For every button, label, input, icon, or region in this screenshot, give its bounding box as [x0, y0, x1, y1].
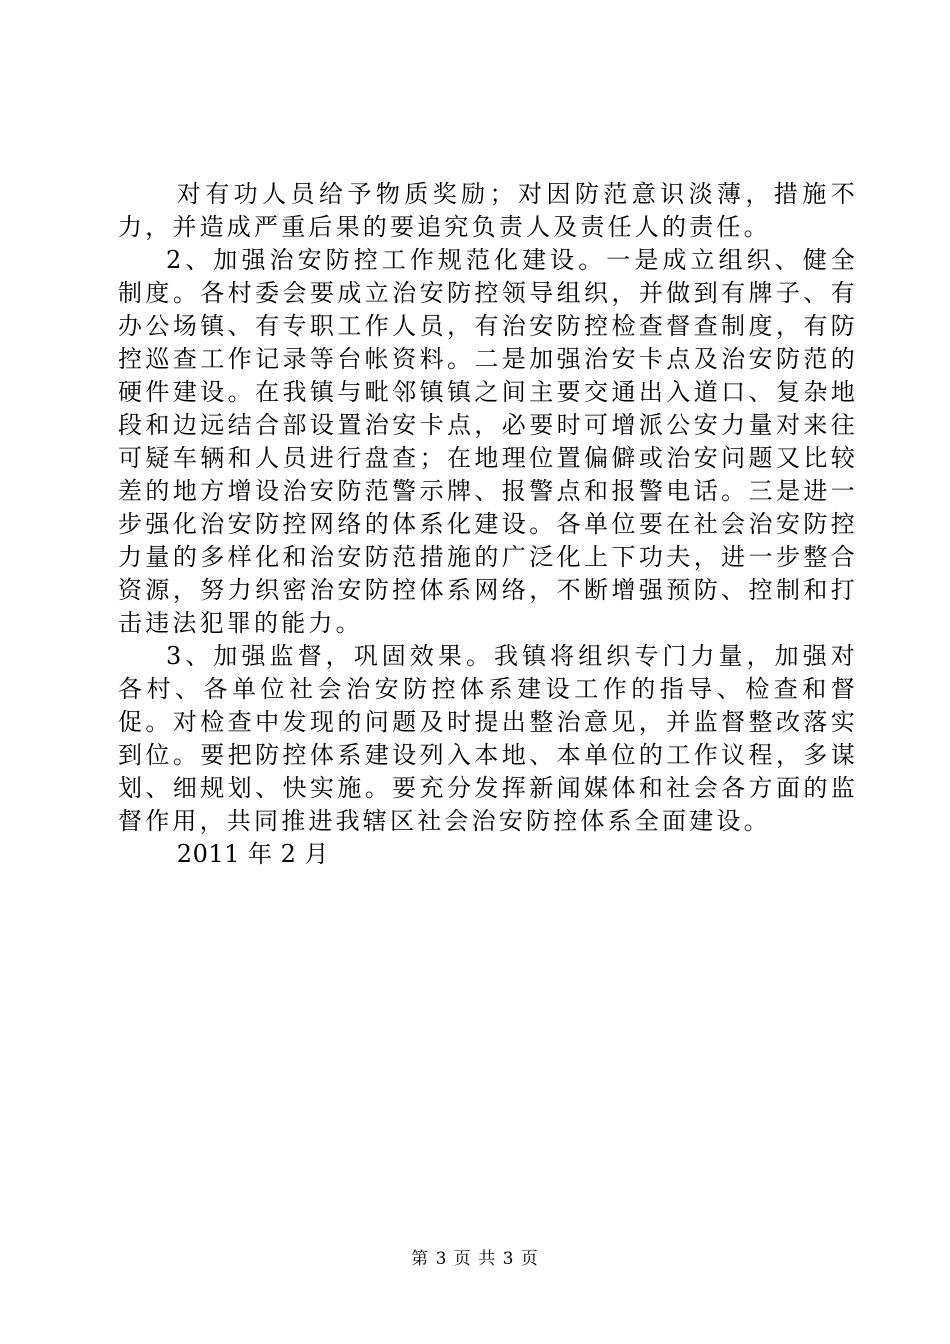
paragraph-3: 3、加强监督，巩固效果。我镇将组织专门力量，加强对各村、各单位社会治安防控体系建设工作的指导、检查和督促。对检查中发现的问题及时提出整治意见，并监督整改落实到位。要把防控体系建设列入本地、本单位的工作议程，多谋划、细规划、快实施。要充分发挥新闻媒体和社会各方面的监督作用，共同推进我辖区社会治安防控体系全面建设。 — [118, 642, 858, 835]
paragraph-2: 2、加强治安防控工作规范化建设。一是成立组织、健全制度。各村委会要成立治安防控领导组织，并做到有牌子、有办公场镇、有专职工作人员，有治安防控检查督查制度，有防控巡查工作记录等台帐资料。二是加强治安卡点及治安防范的硬件建设。在我镇与毗邻镇镇之间主要交通出入道口、复杂地段和边远结合部设置治安卡点，必要时可增派公安力量对来往可疑车辆和人员进行盘查；在地理位置偏僻或治安问题又比较差的地方增设治安防范警示牌、报警点和报警电话。三是进一步强化治安防控网络的体系化建设。各单位要在社会治安防控力量的多样化和治安防范措施的广泛化上下功夫，进一步整合资源，努力织密治安防控体系网络，不断增强预防、控制和打击违法犯罪的能力。 — [118, 246, 858, 637]
page-footer: 第 3 页 共 3 页 — [411, 1249, 539, 1269]
paragraph-1: 对有功人员给予物质奖励；对因防范意识淡薄，措施不力，并造成严重后果的要追究负责人及责任人的责任。 — [118, 180, 858, 241]
document-date: 2011 年 2 月 — [176, 840, 330, 868]
document-body — [118, 178, 858, 871]
